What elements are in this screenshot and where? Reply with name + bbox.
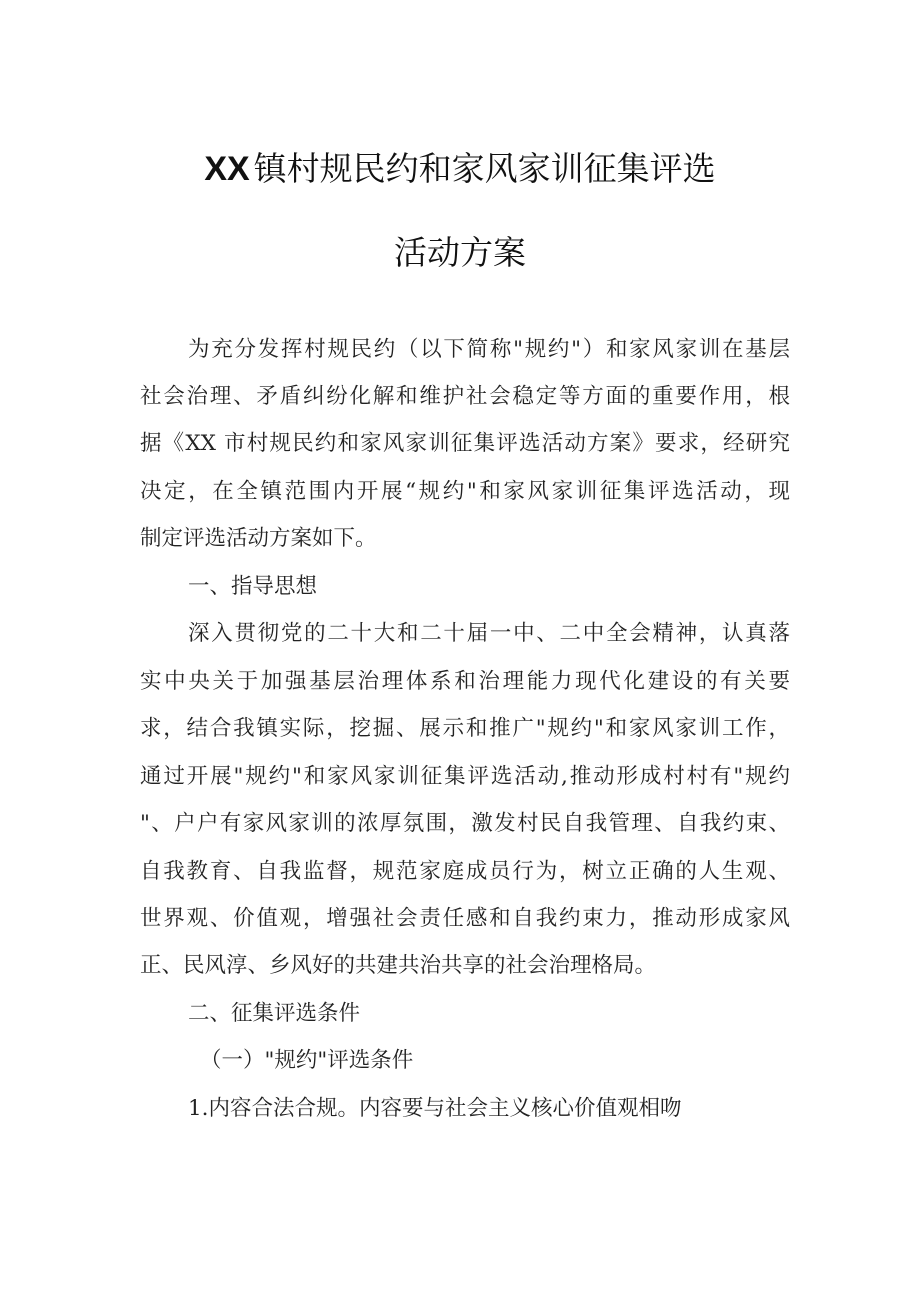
section-heading: 二、征集评选条件 (188, 1001, 361, 1026)
paragraph-line: 据《XX 市村规民约和家风家训征集评选活动方案》要求，经研究 (140, 431, 790, 456)
subsection-heading: （一）"规约"评选条件 (200, 1048, 414, 1073)
paragraph-line: 社会治理、矛盾纠纷化解和维护社会稳定等方面的重要作用，根 (140, 384, 790, 409)
paragraph-line: 为充分发挥村规民约（以下简称"规约"）和家风家训在基层 (188, 337, 790, 362)
paragraph-line: 深入贯彻党的二十大和二十届一中、二中全会精神，认真落 (188, 621, 790, 646)
paragraph-line: "、户户有家风家训的浓厚氛围，激发村民自我管理、自我约束、 (140, 811, 790, 836)
paragraph-line: 自我教育、自我监督，规范家庭成员行为，树立正确的人生观、 (140, 859, 790, 884)
document-title-line-2: 活动方案 (394, 233, 526, 272)
paragraph-line: 实中央关于加强基层治理体系和治理能力现代化建设的有关要 (140, 669, 790, 694)
section-heading: 一、指导思想 (188, 574, 318, 599)
paragraph-line: 正、民风淳、乡风好的共建共治共享的社会治理格局。 (140, 953, 657, 978)
paragraph-line: 求，结合我镇实际，挖掘、展示和推广"规约"和家风家训工作， (140, 716, 790, 741)
paragraph-line: 1.内容合法合规。内容要与社会主义核心价值观相吻 (188, 1096, 682, 1121)
paragraph-line: 制定评选活动方案如下。 (140, 526, 377, 551)
title-line-1-text: 镇村规民约和家风家训征集评选 (253, 149, 716, 188)
document-title-line-1 (0, 143, 920, 190)
paragraph-line: 决定，在全镇范围内开展“规约"和家风家训征集评选活动，现 (140, 479, 790, 504)
paragraph-line: 通过开展"规约"和家风家训征集评选活动,推动形成村村有"规约 (140, 764, 790, 789)
title-prefix: XX (204, 150, 250, 188)
paragraph-line: 世界观、价值观，增强社会责任感和自我约束力，推动形成家风 (140, 906, 790, 931)
